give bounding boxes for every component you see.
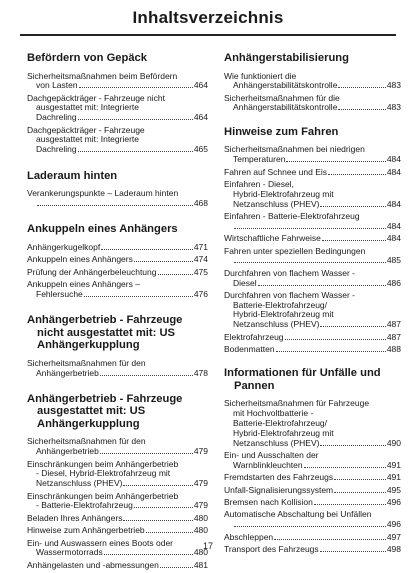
- toc-page-number: 484: [386, 154, 401, 165]
- section-spacer: [27, 158, 208, 170]
- toc-entry-line: [27, 514, 208, 524]
- toc-page-number: 479: [193, 478, 208, 489]
- page-title: Inhaltsverzeichnis: [132, 8, 284, 27]
- toc-entry-text: Wirtschaftliche Fahrweise: [224, 233, 321, 244]
- section-spacer: [27, 302, 208, 314]
- section-heading-line: Anhängerbetrieb - Fahrzeuge: [27, 392, 183, 405]
- section-heading-line: Befördern von Gepäck: [27, 52, 147, 64]
- toc-entry[interactable]: [27, 126, 208, 155]
- toc-entry[interactable]: [224, 247, 401, 267]
- dot-leader: [84, 290, 193, 297]
- toc-entry-line: [224, 81, 401, 91]
- toc-entry[interactable]: [27, 561, 208, 571]
- toc-entry-line: [27, 199, 208, 209]
- toc-entry-line: [27, 501, 208, 511]
- section-heading-line: Anhängerkupplung: [37, 339, 140, 352]
- toc-entry-text: Ein- und Ausschalten der: [224, 450, 319, 461]
- toc-entry-text: Netzanschluss (PHEV): [233, 437, 320, 448]
- toc-entry-line: [27, 526, 208, 536]
- toc-page-number: 480: [193, 547, 208, 558]
- toc-entry[interactable]: [27, 492, 208, 512]
- toc-entry-text: Elektrofahrzeug: [224, 331, 284, 342]
- toc-left-column: [27, 52, 208, 573]
- dot-leader: [146, 526, 193, 533]
- toc-entry[interactable]: [224, 399, 401, 448]
- toc-entry-text: Fehlersuche: [36, 288, 83, 299]
- toc-entry[interactable]: [224, 72, 401, 92]
- section-heading: [27, 393, 208, 431]
- toc-entry-line: [27, 479, 208, 489]
- toc-right-column: [224, 52, 401, 557]
- toc-entry[interactable]: [224, 345, 401, 355]
- toc-page-number: 476: [193, 288, 208, 299]
- toc-section: [27, 314, 208, 378]
- dot-leader: [322, 234, 386, 241]
- toc-entry-text: Sicherheitsmaßnahmen bei niedrigen: [224, 144, 365, 155]
- dot-leader: [334, 473, 386, 480]
- toc-entry-line: [224, 345, 401, 355]
- toc-entry-text: Verankerungspunkte – Laderaum hinten: [27, 188, 179, 199]
- dot-leader: [100, 369, 193, 376]
- toc-page-number: 465: [193, 144, 208, 155]
- toc-page-number: 496: [386, 519, 401, 530]
- toc-page-number: 479: [193, 446, 208, 457]
- dot-leader: [274, 533, 386, 540]
- toc-entry-line: [224, 234, 401, 244]
- dot-leader: [158, 268, 193, 275]
- dot-leader: [258, 279, 386, 286]
- toc-entry-text: ausgestattet mit: Integrierte: [36, 102, 139, 113]
- toc-entry[interactable]: [224, 145, 401, 165]
- toc-entry-text: Netzanschluss (PHEV): [233, 319, 320, 330]
- toc-entry-line: [224, 168, 401, 178]
- toc-page-number: 484: [386, 220, 401, 231]
- toc-page-number: 490: [386, 437, 401, 448]
- section-heading-line: Laderaum hinten: [27, 169, 118, 182]
- toc-entry-line: [27, 561, 208, 571]
- toc-page-number: 485: [386, 255, 401, 266]
- dot-leader: [304, 461, 386, 468]
- dot-leader: [79, 81, 193, 88]
- toc-entry-text: mit Hochvoltbatterie -: [233, 408, 314, 419]
- dot-leader: [123, 479, 192, 486]
- toc-page-number: 488: [386, 344, 401, 355]
- toc-page-number: 481: [193, 559, 208, 570]
- dot-leader: [234, 222, 386, 229]
- toc-entry-line: [27, 268, 208, 278]
- toc-page-number: 484: [386, 233, 401, 244]
- toc-page-number: 487: [386, 319, 401, 330]
- toc-entry[interactable]: [224, 168, 401, 178]
- toc-entry[interactable]: [27, 72, 208, 92]
- toc-entry-text: Anhängelasten und -abmessungen: [27, 559, 159, 570]
- toc-entry-text: Einfahren - Batterie-Elektrofahrzeug: [224, 210, 360, 221]
- toc-entry-text: Batterie-Elektrofahrzeug/: [233, 418, 328, 429]
- toc-entry-text: Anhängerstabilitätskontrolle: [233, 102, 338, 113]
- toc-entry-text: Anhängerbetrieb: [36, 367, 99, 378]
- toc-entry[interactable]: [224, 212, 401, 232]
- toc-entry-text: Netzanschluss (PHEV): [233, 198, 320, 209]
- toc-entry[interactable]: [224, 486, 401, 496]
- toc-entry[interactable]: [224, 234, 401, 244]
- toc-page-number: 475: [193, 266, 208, 277]
- toc-entry-text: Hybrid-Elektrofahrzeug mit: [233, 427, 334, 438]
- toc-entry-text: Hybrid-Elektrofahrzeug mit: [233, 309, 334, 320]
- toc-entry-text: Sicherheitsmaßnahmen beim Befördern: [27, 70, 178, 81]
- toc-entry-line: [27, 447, 208, 457]
- dot-leader: [160, 561, 193, 568]
- dot-leader: [314, 498, 386, 505]
- toc-entry-text: Hinweise zum Anhängerbetrieb: [27, 525, 145, 536]
- toc-entry-line: [224, 473, 401, 483]
- toc-section: [224, 126, 401, 355]
- toc-entry-line: [224, 439, 401, 449]
- dot-leader: [100, 447, 193, 454]
- dot-leader: [101, 243, 193, 250]
- section-heading-line: Pannen: [234, 379, 275, 392]
- toc-entry-line: [27, 290, 208, 300]
- toc-entry[interactable]: [224, 94, 401, 114]
- toc-section: [224, 52, 401, 113]
- toc-entry[interactable]: [27, 94, 208, 123]
- dot-leader: [134, 501, 193, 508]
- toc-entry-text: Diesel: [233, 277, 257, 288]
- dot-leader: [320, 439, 385, 446]
- section-heading: [224, 126, 401, 139]
- toc-entry-text: Ein- und Auswassern eines Boots oder: [27, 537, 174, 548]
- toc-page-number: 483: [386, 80, 401, 91]
- section-heading-line: Anhängerstabilisierung: [224, 52, 349, 64]
- toc-page-number: 478: [193, 367, 208, 378]
- toc-entry-text: Transport des Fahrzeugs: [224, 543, 319, 554]
- toc-entry-text: Sicherheitsmaßnahmen für den: [27, 436, 146, 447]
- toc-entry[interactable]: [224, 269, 401, 289]
- section-heading: [224, 52, 401, 65]
- toc-entry-text: Hybrid-Elektrofahrzeug mit: [233, 188, 334, 199]
- toc-entry[interactable]: [224, 180, 401, 209]
- dot-leader: [78, 145, 193, 152]
- toc-entry-line: [224, 461, 401, 471]
- toc-entry[interactable]: [27, 280, 208, 300]
- dot-leader: [276, 345, 386, 352]
- toc-page-number: 495: [386, 484, 401, 495]
- toc-entry-text: Sicherheitsmaßnahmen für Fahrzeuge: [224, 398, 370, 409]
- dot-leader: [320, 200, 385, 207]
- toc-page-number: 487: [386, 331, 401, 342]
- toc-entry-text: Anhängerkugelkopf: [27, 241, 101, 252]
- toc-entry-text: Ankuppeln eines Anhängers –: [27, 279, 140, 290]
- toc-page-number: 468: [193, 197, 208, 208]
- dot-leader: [37, 199, 193, 206]
- toc-entry-text: Anhängerbetrieb: [36, 446, 99, 457]
- toc-entry[interactable]: [27, 460, 208, 489]
- toc-entry-line: [27, 369, 208, 379]
- toc-entry[interactable]: [224, 451, 401, 471]
- toc-entry-text: Bodenmatten: [224, 344, 275, 355]
- toc-entry-text: Dachreling: [36, 144, 77, 155]
- toc-entry-text: Prüfung der Anhängerbeleuchtung: [27, 266, 157, 277]
- toc-page-number: 479: [193, 500, 208, 511]
- toc-entry[interactable]: [27, 437, 208, 457]
- section-heading-line: Ankuppeln eines Anhängers: [27, 223, 178, 236]
- toc-page-number: 474: [193, 254, 208, 265]
- toc-entry-line: [224, 279, 401, 289]
- toc-entry-text: Netzanschluss (PHEV): [36, 478, 123, 489]
- toc-page-number: 480: [193, 525, 208, 536]
- toc-entry-text: Fremdstarten des Fahrzeugs: [224, 472, 334, 483]
- toc-entry-line: [224, 498, 401, 508]
- toc-page-number: 491: [386, 459, 401, 470]
- toc-section: [27, 52, 208, 155]
- section-spacer: [224, 357, 401, 367]
- toc-entry[interactable]: [27, 255, 208, 265]
- section-heading-line: nicht ausgestattet mit: US: [37, 326, 175, 339]
- toc-entry[interactable]: [27, 243, 208, 253]
- toc-entry-text: Wie funktioniert die: [224, 70, 297, 81]
- toc-entry-text: Einschränkungen beim Anhängerbetrieb: [27, 490, 179, 501]
- section-heading-line: Hinweise zum Fahren: [224, 125, 339, 138]
- toc-page-number: 480: [193, 512, 208, 523]
- dot-leader: [334, 486, 386, 493]
- section-spacer: [27, 381, 208, 393]
- dot-leader: [328, 168, 386, 175]
- toc-page-number: 484: [386, 198, 401, 209]
- toc-entry[interactable]: [224, 498, 401, 508]
- section-spacer: [224, 116, 401, 126]
- toc-entry-line: [224, 222, 401, 232]
- section-heading-line: Anhängerbetrieb - Fahrzeuge: [27, 314, 183, 327]
- section-heading: [224, 367, 401, 392]
- toc-entry-text: Durchfahren von flachem Wasser -: [224, 267, 356, 278]
- toc-entry[interactable]: [27, 189, 208, 209]
- toc-page-number: 483: [386, 102, 401, 113]
- toc-entry-text: Fahren unter speziellen Bedingungen: [224, 245, 366, 256]
- toc-page-number: 464: [193, 80, 208, 91]
- toc-entry-text: Warnblinkleuchten: [233, 459, 303, 470]
- dot-leader: [285, 333, 386, 340]
- toc-entry-text: Automatische Abschaltung bei Unfällen: [224, 509, 372, 520]
- toc-page-number: 496: [386, 497, 401, 507]
- toc-entry-line: [224, 155, 401, 165]
- toc-entry-line: [224, 520, 401, 530]
- toc-entry-text: Abschleppen: [224, 531, 274, 542]
- toc-entry-line: [224, 103, 401, 113]
- section-heading: [27, 223, 208, 236]
- toc-entry-text: Sicherheitsmaßnahmen für den: [27, 357, 146, 368]
- dot-leader: [134, 255, 193, 262]
- toc-entry-text: Ankuppeln eines Anhängers: [27, 254, 133, 265]
- toc-section: [224, 367, 401, 554]
- toc-entry[interactable]: [224, 291, 401, 330]
- section-heading: [27, 314, 208, 352]
- toc-entry[interactable]: [27, 268, 208, 278]
- toc-entry-line: [224, 486, 401, 496]
- toc-entry-text: Durchfahren von flachem Wasser -: [224, 289, 356, 300]
- toc-entry-line: [27, 145, 208, 155]
- section-heading-line: Informationen für Unfälle und: [224, 367, 381, 380]
- toc-entry-line: [224, 200, 401, 210]
- toc-entry-text: Temperaturen: [233, 154, 286, 165]
- section-heading: [27, 170, 208, 183]
- toc-entry-text: Wassermotorrads: [36, 547, 103, 558]
- toc-entry-line: [27, 243, 208, 253]
- toc-page-number: 498: [386, 543, 401, 554]
- section-spacer: [27, 211, 208, 223]
- section-heading-line: ausgestattet mit: US: [37, 405, 146, 418]
- toc-entry-line: [27, 81, 208, 91]
- toc-entry-text: von Lasten: [36, 80, 78, 91]
- toc-page-number: 484: [386, 166, 401, 177]
- toc-entry[interactable]: [27, 359, 208, 379]
- toc-entry-text: Anhängerstabilitätskontrolle: [233, 80, 338, 91]
- dot-leader: [338, 103, 385, 110]
- dot-leader: [338, 81, 385, 88]
- toc-entry[interactable]: [224, 333, 401, 343]
- toc-page-number: 486: [386, 277, 401, 288]
- toc-entry-text: Unfall-Signalisierungssystem: [224, 484, 334, 495]
- toc-entry-text: Dachgepäckträger - Fahrzeuge nicht: [27, 92, 165, 103]
- dot-leader: [286, 155, 385, 162]
- toc-entry[interactable]: [27, 526, 208, 536]
- toc-entry-text: Sicherheitsmaßnahmen für die: [224, 92, 340, 103]
- toc-entry-text: Dachgepäckträger - Fahrzeuge: [27, 124, 145, 135]
- dot-leader: [234, 256, 386, 263]
- toc-entry-line: [224, 333, 401, 343]
- page-number: 17: [202, 541, 213, 551]
- toc-entry[interactable]: [224, 510, 401, 530]
- toc-entry-text: - Batterie-Elektrofahrzeug: [36, 500, 133, 511]
- toc-entry-text: Fahren auf Schnee und Eis: [224, 166, 328, 177]
- dot-leader: [234, 520, 386, 527]
- toc-entry[interactable]: [224, 473, 401, 483]
- toc-entry-text: Einfahren - Diesel,: [224, 178, 294, 189]
- section-heading-line: Anhängerkupplung: [37, 417, 140, 430]
- toc-page-number: 464: [193, 112, 208, 123]
- toc-page-number: 471: [193, 241, 208, 252]
- toc-entry-text: Batterie-Elektrofahrzeug/: [233, 299, 328, 310]
- toc-entry-text: Dachreling: [36, 112, 77, 123]
- toc-entry[interactable]: [27, 514, 208, 524]
- title-divider: [20, 34, 396, 36]
- dot-leader: [123, 514, 192, 521]
- toc-entry-line: [224, 320, 401, 330]
- toc-section: [27, 223, 208, 299]
- toc-entry-text: ausgestattet mit: Integrierte: [36, 134, 139, 145]
- dot-leader: [320, 320, 385, 327]
- toc-entry-line: [27, 255, 208, 265]
- toc-section: [27, 170, 208, 209]
- toc-entry-text: Beladen Ihres Anhängers: [27, 512, 123, 523]
- toc-entry-text: Einschränkungen beim Anhängerbetrieb: [27, 458, 179, 469]
- toc-entry-line: [224, 256, 401, 266]
- toc-entry-line: [27, 113, 208, 123]
- toc-page-number: 491: [386, 472, 401, 483]
- section-heading: [27, 52, 208, 65]
- toc-entry-text: - Diesel, Hybrid-Elektrofahrzeug mit: [36, 468, 171, 479]
- toc-page-number: 497: [386, 531, 401, 542]
- dot-leader: [78, 113, 193, 120]
- toc-entry-text: Bremsen nach Kollision: [224, 497, 313, 507]
